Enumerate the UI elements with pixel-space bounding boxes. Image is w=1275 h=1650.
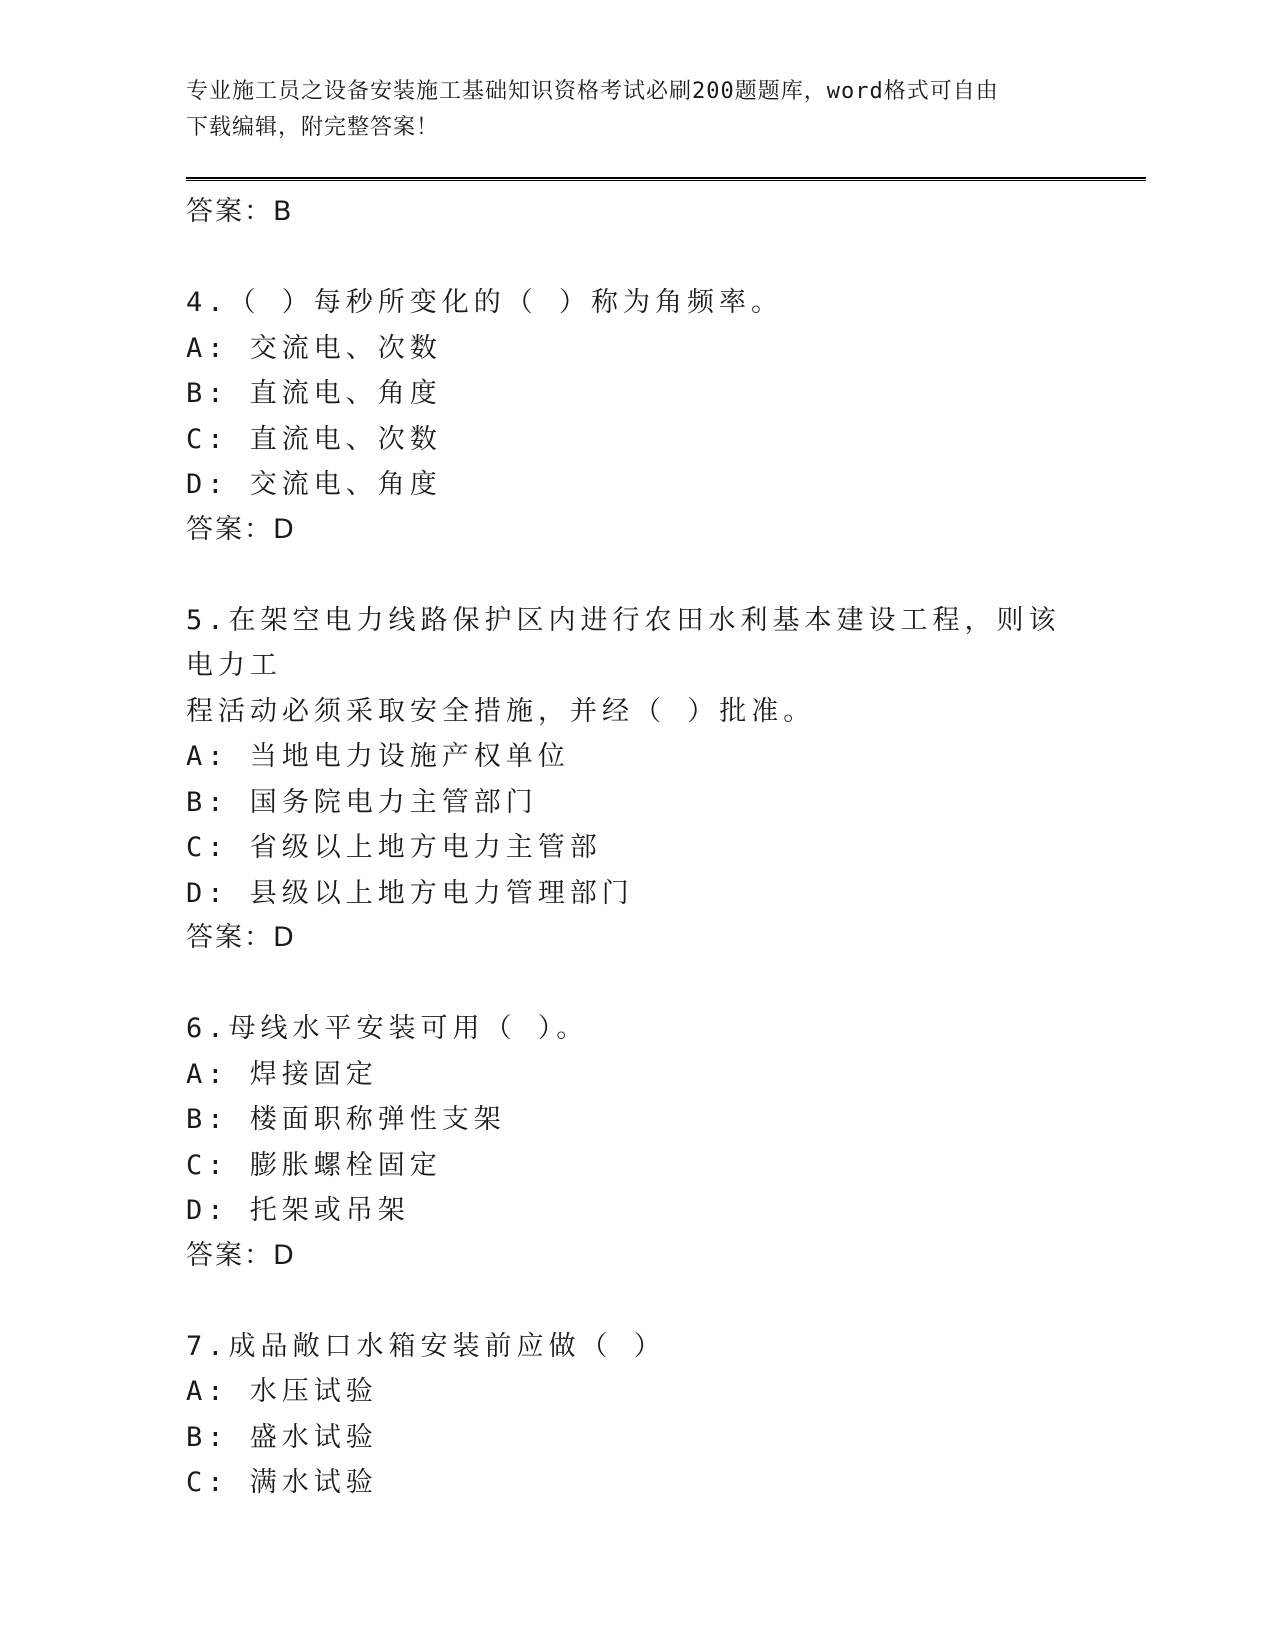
answer-line: 答案：D (186, 513, 296, 545)
answer-line: 答案：B (186, 196, 294, 227)
option-c: C: 直流电、次数 (186, 423, 442, 455)
question-list (186, 190, 1066, 1506)
header-line-2: 下载编辑，附完整答案！ (186, 115, 440, 140)
question-5 (186, 598, 1066, 962)
question-stem: 7.成品敞口水箱安装前应做（ ） (186, 1330, 666, 1362)
header-line-1: 专业施工员之设备安装施工基础知识资格考试必刷200题题库，word格式可自由 (186, 79, 999, 104)
question-stem: 4.（ ）每秒所变化的（ ）称为角频率。 (186, 287, 784, 318)
question-7 (186, 1324, 1066, 1506)
answer-line: 答案：D (186, 922, 296, 953)
option-a: A: 当地电力设施产权单位 (186, 741, 570, 772)
document-header (186, 74, 1086, 146)
option-a: A: 交流电、次数 (186, 332, 442, 364)
option-c: C: 膨胀螺栓固定 (186, 1149, 442, 1181)
option-b: B: 楼面职称弹性支架 (186, 1104, 506, 1135)
option-d: D: 托架或吊架 (186, 1195, 410, 1226)
header-divider (186, 177, 1146, 181)
option-b: B: 国务院电力主管部门 (186, 786, 538, 818)
option-d: D: 县级以上地方电力管理部门 (186, 877, 634, 909)
option-c: C: 满水试验 (186, 1467, 378, 1498)
question-stem: 6.母线水平安装可用（ ）。 (186, 1013, 589, 1044)
answer-line: 答案：D (186, 1239, 296, 1271)
option-c: C: 省级以上地方电力主管部 (186, 832, 602, 863)
question-6 (186, 1006, 1066, 1279)
option-a: A: 焊接固定 (186, 1058, 378, 1090)
question-stem: 5.在架空电力线路保护区内进行农田水利基本建设工程，则该电力工 (186, 604, 1061, 681)
option-b: B: 直流电、角度 (186, 378, 442, 409)
option-d: D: 交流电、角度 (186, 469, 442, 500)
question-stem-continued: 程活动必须采取安全措施，并经（ ）批准。 (186, 695, 816, 727)
option-b: B: 盛水试验 (186, 1421, 378, 1453)
question-4 (186, 280, 1066, 553)
option-a: A: 水压试验 (186, 1376, 378, 1407)
